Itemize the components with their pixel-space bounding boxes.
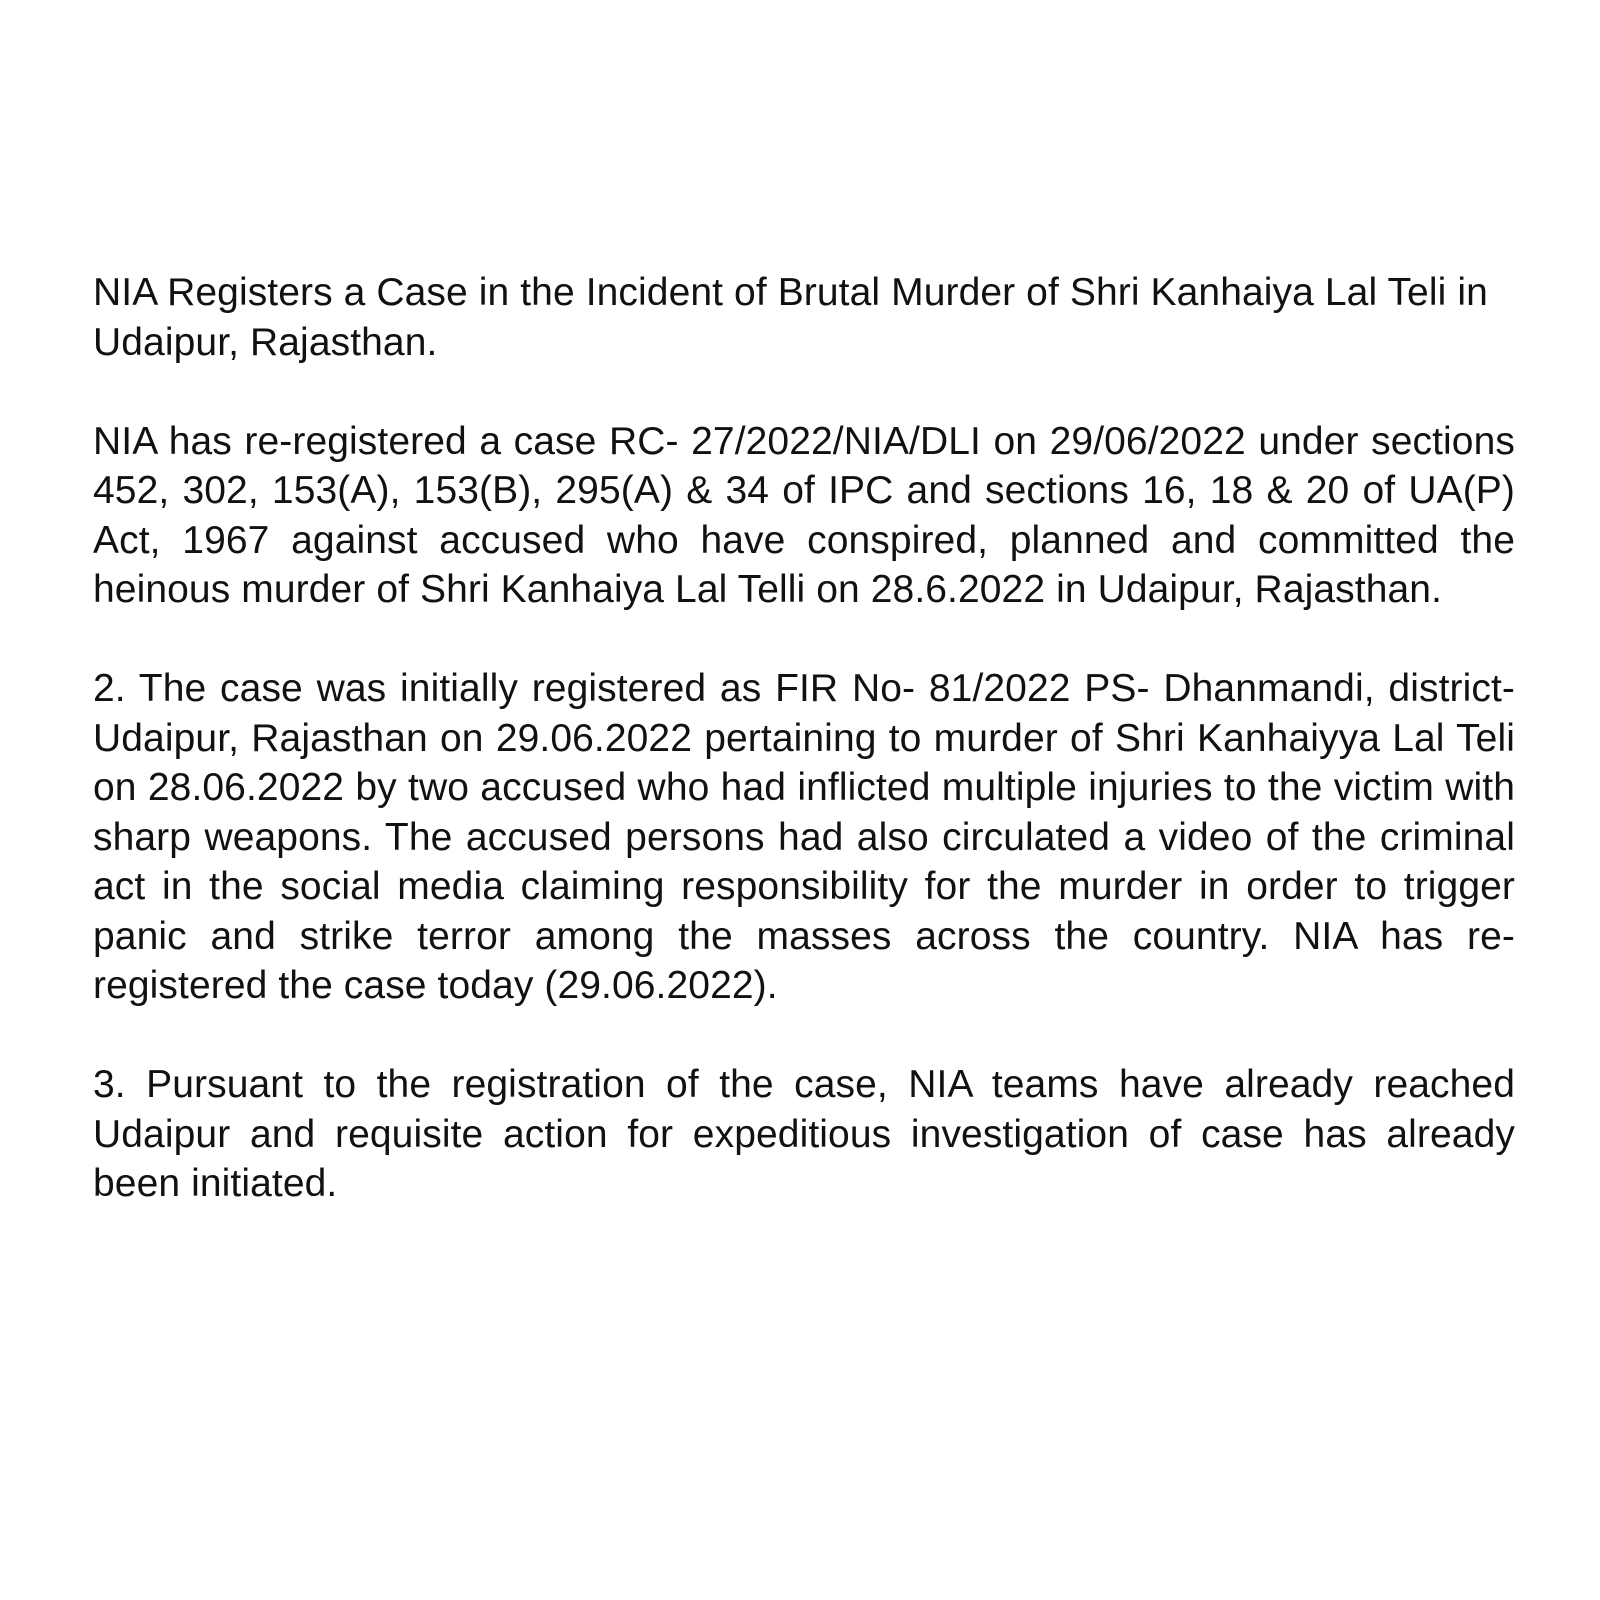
press-release-body [93,268,1515,1209]
paragraph-investigation-status: 3. Pursuant to the registration of the case, NIA teams have already reached Udaipur and requisite action for expeditious investigation of case has already been initiated. [93,1063,1515,1205]
document-title: NIA Registers a Case in the Incident of Brutal Murder of Shri Kanhaiya Lal Teli in Udaipur, Rajasthan. [93,271,1488,364]
paragraph-case-registration: NIA has re-registered a case RC- 27/2022/NIA/DLI on 29/06/2022 under sections 452, 302, 153(A), 153(B), 295(A) & 34 of IPC and sections 16, 18 & 20 of UA(P) Act, 1967 against accused who have conspired, planned and committed the heinous murder of Shri Kanhaiya Lal Telli on 28.6.2022 in Udaipur, Rajasthan. [93,419,1515,611]
paragraph-fir-details: 2. The case was initially registered as FIR No- 81/2022 PS- Dhanmandi, district- Udaipur, Rajasthan on 29.06.2022 pertaining to murder of Shri Kanhaiyya Lal Teli on 28.06.2022 by two accused who had inflicted multiple injuries to the victim with sharp weapons. The accused persons had also circulated a video of the criminal act in the social media claiming responsibility for the murder in order to trigger panic and strike terror among the masses across the country. NIA has re-registered the case today (29.06.2022). [93,667,1515,1007]
